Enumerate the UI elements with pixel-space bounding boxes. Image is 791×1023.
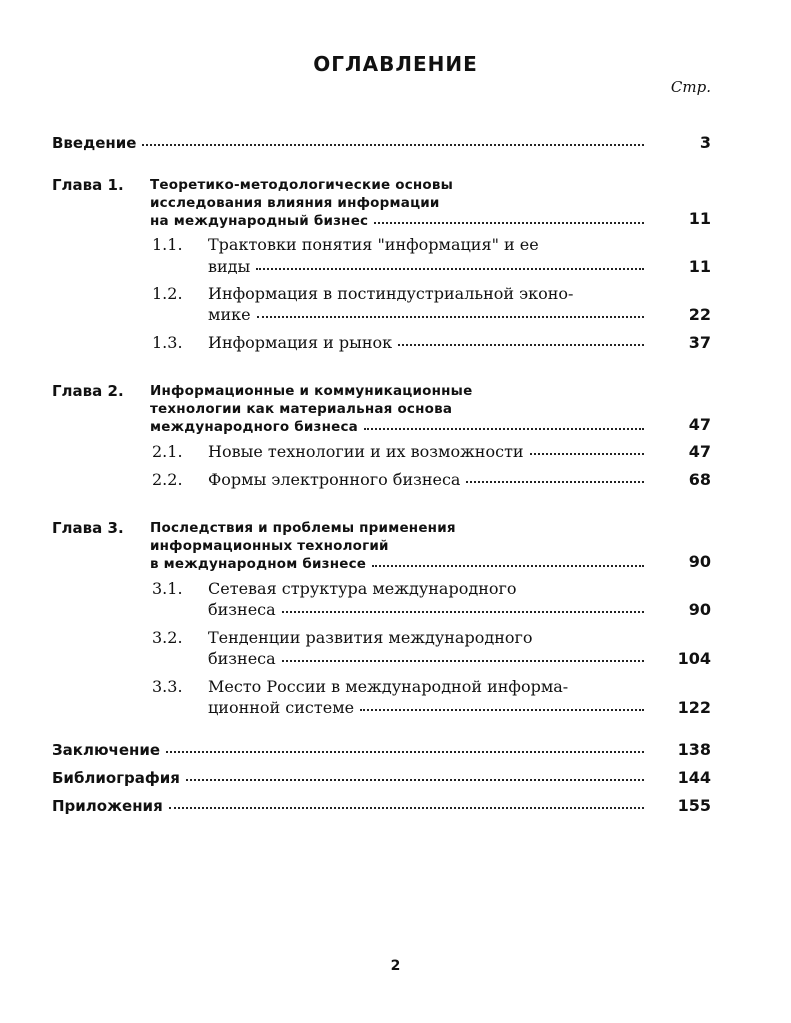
toc-entry-section-2-2[interactable]: [208, 469, 648, 491]
section-title-line: Новые технологии и их возможности: [208, 442, 524, 461]
section-number: 1.2.: [152, 284, 183, 303]
entry-page-number: 3: [699, 133, 711, 152]
dot-leader: [398, 332, 644, 346]
entry-page-number: 37: [688, 333, 711, 352]
chapter-title-line: на международный бизнес: [150, 213, 369, 229]
entry-page-number: 90: [688, 552, 711, 571]
entry-page-number: 22: [688, 305, 711, 324]
section-title-line: мике: [208, 305, 251, 324]
section-number: 2.2.: [152, 470, 183, 489]
section-number: 3.1.: [152, 579, 183, 598]
chapter-title-line[interactable]: технологии как материальная основа: [150, 401, 453, 417]
entry-page-number: 144: [677, 768, 711, 787]
toc-entry-chapter-1[interactable]: [150, 210, 648, 232]
chapter-title-line[interactable]: информационных технологий: [150, 538, 389, 554]
chapter-prefix: Глава 1.: [52, 176, 124, 194]
dot-leader: [169, 795, 644, 809]
dot-leader: [166, 739, 644, 753]
dot-leader: [256, 256, 644, 270]
entry-page-number: 47: [688, 415, 711, 434]
section-title-line[interactable]: Информация в постиндустриальной эконо-: [208, 284, 574, 303]
section-number: 1.3.: [152, 333, 183, 352]
entry-page-number: 138: [677, 740, 711, 759]
entry-page-number: 47: [688, 442, 711, 461]
toc-entry-section-1-2[interactable]: [208, 304, 648, 326]
entry-label: Приложения: [52, 797, 163, 815]
entry-label: Заключение: [52, 741, 161, 759]
dot-leader: [360, 697, 644, 711]
entry-page-number: 122: [677, 698, 711, 717]
entry-label: Введение: [52, 134, 137, 152]
section-title-line: бизнеса: [208, 649, 276, 668]
chapter-title-line[interactable]: исследования влияния информации: [150, 195, 440, 211]
toc-entry-appendix[interactable]: [52, 795, 648, 817]
section-number: 2.1.: [152, 442, 183, 461]
toc-entry-section-1-1[interactable]: [208, 256, 648, 278]
dot-leader: [372, 553, 644, 567]
section-title-line[interactable]: Трактовки понятия "информация" и ее: [208, 235, 539, 254]
section-number: 3.2.: [152, 628, 183, 647]
section-title-line: Информация и рынок: [208, 333, 393, 352]
section-title-line[interactable]: Сетевая структура международного: [208, 579, 517, 598]
toc-entry-section-1-3[interactable]: [208, 332, 648, 354]
dot-leader: [186, 767, 644, 781]
section-title-line: бизнеса: [208, 600, 276, 619]
entry-label: Библиография: [52, 769, 180, 787]
section-title-line[interactable]: Тенденции развития международного: [208, 628, 533, 647]
entry-page-number: 90: [688, 600, 711, 619]
toc-entry-bibliography[interactable]: [52, 767, 648, 789]
dot-leader: [530, 441, 644, 455]
entry-page-number: 155: [677, 796, 711, 815]
chapter-title-line[interactable]: Информационные и коммуникационные: [150, 383, 473, 399]
dot-leader: [466, 469, 644, 483]
toc-entry-chapter-3[interactable]: [150, 553, 648, 575]
dot-leader: [364, 416, 644, 430]
toc-entry-intro[interactable]: [52, 132, 648, 154]
toc-entry-section-3-1[interactable]: [208, 599, 648, 621]
toc-entry-conclusion[interactable]: [52, 739, 648, 761]
toc-entry-chapter-2[interactable]: [150, 416, 648, 438]
chapter-title-line[interactable]: Последствия и проблемы применения: [150, 520, 456, 536]
dot-leader: [374, 210, 644, 224]
footer-page-number: 2: [390, 958, 401, 974]
toc-entry-section-2-1[interactable]: [208, 441, 648, 463]
dot-leader: [282, 599, 644, 613]
entry-page-number: 68: [688, 470, 711, 489]
entry-page-number: 104: [677, 649, 711, 668]
page-title: ОГЛАВЛЕНИЕ: [313, 52, 478, 76]
chapter-prefix: Глава 2.: [52, 382, 124, 400]
dot-leader: [257, 304, 644, 318]
section-title-line: Формы электронного бизнеса: [208, 470, 461, 489]
section-number: 3.3.: [152, 677, 183, 696]
section-title-line[interactable]: Место России в международной информа-: [208, 677, 569, 696]
chapter-title-line[interactable]: Теоретико-методологические основы: [150, 177, 454, 193]
section-title-line: виды: [208, 257, 251, 276]
toc-entry-section-3-2[interactable]: [208, 648, 648, 670]
page-column-label: Стр.: [670, 78, 711, 96]
section-title-line: ционной системе: [208, 698, 355, 717]
dot-leader: [282, 648, 644, 662]
section-number: 1.1.: [152, 235, 183, 254]
toc-entry-section-3-3[interactable]: [208, 697, 648, 719]
chapter-prefix: Глава 3.: [52, 519, 124, 537]
dot-leader: [142, 132, 644, 146]
entry-page-number: 11: [688, 209, 711, 228]
chapter-title-line: в международном бизнесе: [150, 556, 367, 572]
chapter-title-line: международного бизнеса: [150, 419, 358, 435]
entry-page-number: 11: [688, 257, 711, 276]
